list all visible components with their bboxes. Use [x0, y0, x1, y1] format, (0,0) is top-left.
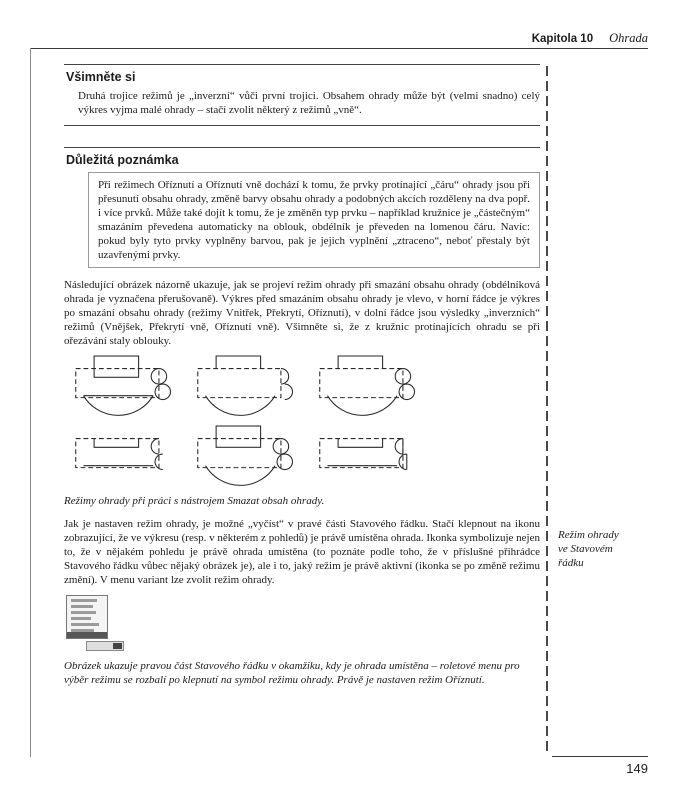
margin-note-line: řádku [558, 557, 584, 569]
status-bar-fragment [86, 641, 124, 651]
mode-menu-thumbnail [66, 595, 108, 639]
figure-mode-oriznuti-vne [312, 424, 430, 488]
margin-dashed-divider [546, 66, 548, 754]
note-heading: Důležitá poznámka [66, 153, 179, 167]
figure-caption: Obrázek ukazuje pravou část Stavového řádku v okamžiku, kdy je ohrada umístěna – roletové menu pro výběr režimu se rozbalí po klepnutí na symbol režimu ohrady. Právě je nastaven režim Oříznutí. [64, 660, 520, 686]
figure-mode-vnitrek [190, 354, 308, 418]
status-bar-edge [67, 632, 107, 638]
menu-row [71, 611, 96, 614]
margin-note-line: ve Stavovém [558, 543, 613, 555]
note-vsimnete-si [64, 64, 540, 126]
margin-note-line: Režim ohrady [558, 529, 619, 541]
chapter-title: Ohrada [609, 31, 648, 45]
menu-row [71, 605, 93, 608]
main-text-column [64, 64, 540, 696]
note-text: Při režimech Oříznutí a Oříznutí vně dochází k tomu, že prvky protínající „čáru“ ohrady jsou při přesunutí obsahu ohrady, změně barvy obsahu ohrady a podobných akcích rozděleny na dva popř. i více prvků. Může také dojít k tomu, že je změněn typ prvku – například kružnice je „částečným“ smazáním převedena automaticky na oblouk, obdélník je převeden na lomenou čáru. Navíc: pokud byly tyto prvky vyplněny barvou, pak je jejich vyplnění „ztraceno“, neboť přestaly být uzavřenými prvky. [98, 179, 530, 261]
footer-rule [552, 756, 648, 757]
note-dulezita-poznamka [64, 147, 540, 268]
body-paragraph: Jak je nastaven režim ohrady, je možné „vyčíst“ v pravé části Stavového řádku. Stačí klepnout na ikonu zobrazující, že ve výkresu (resp. v některém z pohledů) je právě umístěna ohrada. Ikonka symbolizuje nejen to, že v nějakém pohledu je právě ohrada umístěna (to poznáte podle toho, že v příslušné přihrádce Stavového řádku vůbec nějaký obrázek je), ale i to, jaký režim je právě aktivní (ikonka se po změně režimu změní). V menu variant lze zvolit režim ohrady. [64, 518, 540, 586]
note-heading: Všimněte si [66, 70, 136, 84]
menu-row [71, 623, 99, 626]
menu-row [71, 599, 97, 602]
status-menu-figure [66, 595, 540, 653]
note-text-box [88, 172, 540, 268]
page-number: 149 [626, 761, 648, 776]
page-header [532, 31, 648, 46]
menu-row [71, 617, 91, 620]
margin-note [558, 528, 670, 570]
note-text: Druhá trojice režimů je „inverzní“ vůči první trojici. Obsahem ohrady může být (velmi snadno) celý výkres vyjma malé ohrady – stačí zvolit některý z režimů „vně“. [78, 90, 540, 116]
figure-mode-prekryti [312, 354, 430, 418]
fence-modes-figure [68, 354, 434, 490]
fence-mode-icon [113, 643, 122, 649]
figure-original-drawing [68, 354, 186, 418]
figure-caption: Režimy ohrady při práci s nástrojem Smazat obsah ohrady. [64, 495, 325, 507]
figure-mode-prekryti-vne [190, 424, 308, 488]
figure-mode-vnejsek [68, 424, 186, 488]
left-margin-rule [30, 48, 31, 757]
body-paragraph: Následující obrázek názorně ukazuje, jak se projeví režim ohrady při smazání obsahu ohrady (obdélníková ohrada je vyznačena přerušovaně). Výkres před smazáním obsahu ohrady je vlevo, v horní řádce je výkres po smazání obsahu ohrady (režimy Vnitřek, Překrytí, Oříznutí), v dolní řádce jsou výsledky „inverzních“ režimů (Vnějšek, Překrytí vně, Oříznutí vně). Všimněte si, že z kružnic protínajících ohradu se při ořezávání staly oblouky. [64, 279, 540, 347]
chapter-label: Kapitola 10 [531, 33, 594, 45]
header-rule [30, 48, 648, 49]
